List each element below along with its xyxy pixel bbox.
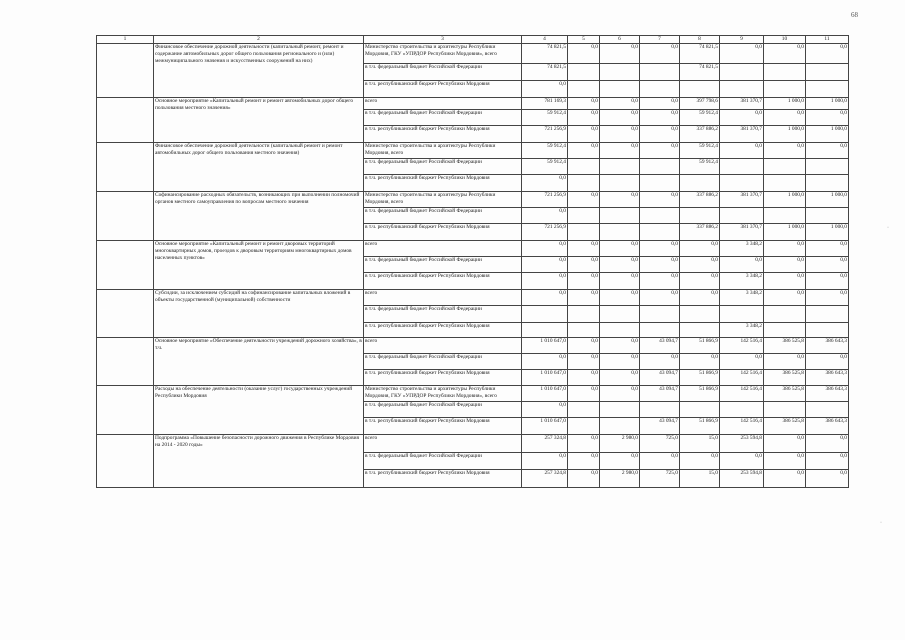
amount-cell — [600, 208, 640, 224]
amount-cell: 0,0 — [640, 143, 680, 159]
amount-cell — [806, 402, 849, 418]
amount-cell: 0,0 — [680, 257, 720, 273]
column-number-10: 10 — [764, 36, 806, 44]
amount-cell: 3 348,2 — [720, 241, 764, 257]
amount-cell: 0,0 — [522, 81, 568, 98]
amount-cell — [568, 81, 600, 98]
amount-cell: 1 010 647,0 — [522, 338, 568, 354]
code-cell — [97, 435, 154, 488]
funding-source-cell: Министерство строительства и архитектуры Республики Мордовия, всего — [364, 192, 522, 208]
amount-cell — [720, 175, 764, 192]
amount-cell: 381 370,7 — [720, 192, 764, 208]
funding-source-cell: Министерство строительства и архитектуры Республики Мордовия, ГКУ «УПРДОР Республики Мордовия», всего — [364, 386, 522, 402]
amount-cell: 0,0 — [806, 290, 849, 306]
amount-cell: 59 912,4 — [680, 143, 720, 159]
amount-cell: 0,0 — [764, 257, 806, 273]
table-row — [97, 44, 849, 64]
amount-cell: 0,0 — [600, 98, 640, 110]
amount-cell: 1 000,0 — [764, 126, 806, 143]
funding-source-cell: в т.ч. федеральный бюджет Российской Федерации — [364, 453, 522, 470]
amount-cell: 59 912,4 — [522, 110, 568, 126]
amount-cell: 386 643,3 — [806, 338, 849, 354]
activity-name-cell: Субсидии, за исключением субсидий на софинансирование капитальных вложений в объекты государственной (муниципальной) собственности — [154, 290, 364, 338]
amount-cell: 0,0 — [806, 110, 849, 126]
amount-cell — [568, 64, 600, 81]
amount-cell: 0,0 — [806, 354, 849, 370]
amount-cell: 0,0 — [720, 453, 764, 470]
amount-cell: 15,0 — [680, 470, 720, 488]
table-row — [97, 435, 849, 453]
amount-cell: 43 094,7 — [640, 338, 680, 354]
amount-cell: 0,0 — [568, 44, 600, 64]
page-number: 68 — [851, 11, 858, 19]
amount-cell: 253 594,8 — [720, 470, 764, 488]
amount-cell: 43 094,7 — [640, 370, 680, 386]
amount-cell: 0,0 — [600, 110, 640, 126]
amount-cell: 74 821,5 — [680, 64, 720, 81]
amount-cell — [600, 224, 640, 241]
column-number-3: 3 — [364, 36, 522, 44]
funding-source-cell: в т.ч. федеральный бюджет Российской Федерации — [364, 354, 522, 370]
amount-cell: 0,0 — [568, 386, 600, 402]
amount-cell: 51 866,9 — [680, 370, 720, 386]
column-number-8: 8 — [680, 36, 720, 44]
amount-cell: 0,0 — [720, 354, 764, 370]
funding-source-cell: в т.ч. федеральный бюджет Российской Федерации — [364, 159, 522, 175]
amount-cell: 59 912,4 — [680, 110, 720, 126]
column-number-9: 9 — [720, 36, 764, 44]
amount-cell: 0,0 — [600, 126, 640, 143]
funding-source-cell: в т.ч. федеральный бюджет Российской Федерации — [364, 306, 522, 323]
table-row — [97, 241, 849, 257]
amount-cell — [568, 306, 600, 323]
amount-cell: 1 000,0 — [806, 192, 849, 208]
amount-cell: 257 324,8 — [522, 470, 568, 488]
amount-cell — [680, 402, 720, 418]
amount-cell: 386 525,8 — [764, 370, 806, 386]
column-number-2: 2 — [154, 36, 364, 44]
amount-cell: 0,0 — [720, 257, 764, 273]
amount-cell: 0,0 — [600, 273, 640, 290]
budget-table — [96, 35, 849, 488]
amount-cell: 0,0 — [806, 273, 849, 290]
amount-cell: 0,0 — [600, 290, 640, 306]
amount-cell: 142 516,4 — [720, 370, 764, 386]
amount-cell: 721 256,9 — [522, 126, 568, 143]
amount-cell — [680, 175, 720, 192]
amount-cell: 0,0 — [600, 453, 640, 470]
amount-cell: 0,0 — [680, 241, 720, 257]
amount-cell: 0,0 — [764, 470, 806, 488]
amount-cell: 386 525,8 — [764, 418, 806, 435]
funding-source-cell: в т.ч. республиканский бюджет Республики Мордовия — [364, 126, 522, 143]
amount-cell: 1 000,0 — [764, 192, 806, 208]
amount-cell: 74 821,5 — [522, 44, 568, 64]
funding-source-cell: в т.ч. федеральный бюджет Российской Федерации — [364, 208, 522, 224]
amount-cell: 0,0 — [806, 435, 849, 453]
amount-cell: 0,0 — [522, 273, 568, 290]
funding-source-cell: Министерство строительства и архитектуры Республики Мордовия, ГКУ «УПРДОР Республики Мордовия», всего — [364, 44, 522, 64]
amount-cell: 0,0 — [568, 110, 600, 126]
amount-cell: 0,0 — [568, 126, 600, 143]
amount-cell: 1 000,0 — [806, 126, 849, 143]
funding-source-cell: в т.ч. федеральный бюджет Российской Федерации — [364, 64, 522, 81]
amount-cell: 3 348,2 — [720, 323, 764, 338]
amount-cell: 74 821,5 — [680, 44, 720, 64]
amount-cell — [568, 418, 600, 435]
activity-name-cell: Софинансирование расходных обязательств, возникающих при выполнении полномочий органов местного самоуправления по вопросам местного значения — [154, 192, 364, 241]
amount-cell: 0,0 — [568, 273, 600, 290]
amount-cell — [806, 323, 849, 338]
amount-cell — [640, 81, 680, 98]
amount-cell: 0,0 — [600, 257, 640, 273]
column-number-6: 6 — [600, 36, 640, 44]
amount-cell: 381 370,7 — [720, 224, 764, 241]
activity-name-cell: Основное мероприятие «Обеспечение деятельности учреждений дорожного хозяйства», в т.ч. — [154, 338, 364, 386]
funding-source-cell: в т.ч. республиканский бюджет Республики Мордовия — [364, 470, 522, 488]
activity-name-cell: Подпрограмма «Повышение безопасности дорожного движения в Республике Мордовия на 2014 - 2020 годы» — [154, 435, 364, 488]
amount-cell: 0,0 — [764, 241, 806, 257]
amount-cell: 59 912,4 — [680, 159, 720, 175]
table-row — [97, 290, 849, 306]
amount-cell: 397 798,6 — [680, 98, 720, 110]
amount-cell: 0,0 — [640, 354, 680, 370]
funding-source-cell: в т.ч. республиканский бюджет Республики Мордовия — [364, 323, 522, 338]
amount-cell: 43 094,7 — [640, 386, 680, 402]
amount-cell: 386 643,3 — [806, 370, 849, 386]
amount-cell — [640, 175, 680, 192]
amount-cell — [764, 81, 806, 98]
amount-cell: 0,0 — [806, 470, 849, 488]
amount-cell — [600, 64, 640, 81]
amount-cell: 0,0 — [640, 126, 680, 143]
amount-cell: 381 370,7 — [720, 98, 764, 110]
funding-source-cell: в т.ч. республиканский бюджет Республики Мордовия — [364, 418, 522, 435]
activity-name-cell: Расходы на обеспечение деятельности (оказание услуг) государственных учреждений Республики Мордовия — [154, 386, 364, 435]
amount-cell — [806, 64, 849, 81]
amount-cell — [764, 64, 806, 81]
funding-source-cell: в т.ч. республиканский бюджет Республики Мордовия — [364, 370, 522, 386]
amount-cell: 0,0 — [764, 354, 806, 370]
amount-cell — [600, 81, 640, 98]
funding-source-cell: в т.ч. федеральный бюджет Российской Федерации — [364, 257, 522, 273]
amount-cell: 337 886,2 — [680, 224, 720, 241]
amount-cell: 0,0 — [568, 435, 600, 453]
amount-cell: 337 886,2 — [680, 192, 720, 208]
amount-cell: 0,0 — [640, 453, 680, 470]
amount-cell — [568, 175, 600, 192]
amount-cell — [720, 81, 764, 98]
amount-cell: 0,0 — [522, 402, 568, 418]
amount-cell: 59 912,4 — [522, 159, 568, 175]
amount-cell: 0,0 — [680, 273, 720, 290]
amount-cell: 1 000,0 — [806, 224, 849, 241]
amount-cell: 0,0 — [640, 110, 680, 126]
amount-cell: 0,0 — [600, 354, 640, 370]
amount-cell: 0,0 — [568, 290, 600, 306]
code-cell — [97, 44, 154, 98]
amount-cell: 0,0 — [522, 175, 568, 192]
amount-cell — [568, 323, 600, 338]
amount-cell: 721 256,9 — [522, 224, 568, 241]
amount-cell — [764, 208, 806, 224]
amount-cell — [806, 208, 849, 224]
amount-cell — [806, 306, 849, 323]
amount-cell: 0,0 — [720, 44, 764, 64]
amount-cell: 3 348,2 — [720, 273, 764, 290]
column-number-row — [97, 36, 849, 44]
amount-cell — [680, 81, 720, 98]
amount-cell: 0,0 — [568, 370, 600, 386]
amount-cell: 0,0 — [522, 453, 568, 470]
funding-source-cell: всего — [364, 241, 522, 257]
amount-cell: 43 094,7 — [640, 418, 680, 435]
table-body — [97, 44, 849, 488]
amount-cell — [720, 306, 764, 323]
funding-source-cell: всего — [364, 290, 522, 306]
amount-cell: 0,0 — [764, 44, 806, 64]
amount-cell — [568, 159, 600, 175]
margin-mark: · — [880, 520, 882, 526]
amount-cell — [764, 159, 806, 175]
amount-cell: 0,0 — [640, 98, 680, 110]
amount-cell: 0,0 — [522, 257, 568, 273]
amount-cell: 0,0 — [568, 453, 600, 470]
amount-cell: 386 525,8 — [764, 338, 806, 354]
funding-source-cell: в т.ч. республиканский бюджет Республики Мордовия — [364, 81, 522, 98]
amount-cell: 2 980,0 — [600, 470, 640, 488]
amount-cell — [640, 64, 680, 81]
amount-cell: 0,0 — [764, 453, 806, 470]
table-row — [97, 192, 849, 208]
amount-cell: 142 516,4 — [720, 386, 764, 402]
amount-cell — [806, 175, 849, 192]
code-cell — [97, 192, 154, 241]
activity-name-cell: Финансовое обеспечение дорожной деятельности (капитальный ремонт и ремонт автомобильных дорог общего пользования местного значения) — [154, 143, 364, 192]
margin-mark: · — [887, 225, 889, 231]
amount-cell: 0,0 — [764, 435, 806, 453]
amount-cell: 142 516,4 — [720, 418, 764, 435]
activity-name-cell: Основное мероприятие «Капитальный ремонт и ремонт дворовых территорий многоквартирных домов, проездов к дворовым территориям многоквартирных домов населенных пунктов» — [154, 241, 364, 290]
amount-cell — [522, 306, 568, 323]
amount-cell — [764, 402, 806, 418]
amount-cell: 0,0 — [522, 290, 568, 306]
amount-cell: 0,0 — [640, 290, 680, 306]
column-number-7: 7 — [640, 36, 680, 44]
amount-cell — [522, 323, 568, 338]
amount-cell: 59 912,4 — [522, 143, 568, 159]
amount-cell: 725,0 — [640, 470, 680, 488]
table-row — [97, 98, 849, 110]
column-number-5: 5 — [568, 36, 600, 44]
amount-cell: 0,0 — [764, 143, 806, 159]
funding-source-cell: в т.ч. федеральный бюджет Российской Федерации — [364, 110, 522, 126]
amount-cell: 0,0 — [806, 241, 849, 257]
amount-cell: 3 348,2 — [720, 290, 764, 306]
amount-cell: 0,0 — [600, 143, 640, 159]
amount-cell — [640, 306, 680, 323]
code-cell — [97, 143, 154, 192]
amount-cell: 257 324,8 — [522, 435, 568, 453]
amount-cell — [806, 159, 849, 175]
amount-cell — [764, 306, 806, 323]
amount-cell: 0,0 — [568, 257, 600, 273]
column-number-1: 1 — [97, 36, 154, 44]
amount-cell: 51 866,9 — [680, 338, 720, 354]
amount-cell — [720, 159, 764, 175]
amount-cell: 0,0 — [764, 290, 806, 306]
amount-cell — [806, 81, 849, 98]
amount-cell — [600, 159, 640, 175]
funding-source-cell: в т.ч. республиканский бюджет Республики Мордовия — [364, 273, 522, 290]
amount-cell: 1 000,0 — [764, 98, 806, 110]
amount-cell: 337 886,2 — [680, 126, 720, 143]
column-number-4: 4 — [522, 36, 568, 44]
amount-cell — [600, 418, 640, 435]
amount-cell: 253 594,8 — [720, 435, 764, 453]
amount-cell: 0,0 — [568, 98, 600, 110]
amount-cell — [680, 306, 720, 323]
code-cell — [97, 98, 154, 143]
amount-cell — [680, 208, 720, 224]
amount-cell: 381 370,7 — [720, 126, 764, 143]
amount-cell: 74 821,5 — [522, 64, 568, 81]
code-cell — [97, 241, 154, 290]
amount-cell — [640, 323, 680, 338]
amount-cell — [720, 402, 764, 418]
column-number-11: 11 — [806, 36, 849, 44]
amount-cell — [680, 323, 720, 338]
amount-cell: 0,0 — [720, 143, 764, 159]
amount-cell: 386 643,3 — [806, 418, 849, 435]
amount-cell: 0,0 — [680, 453, 720, 470]
amount-cell: 0,0 — [568, 143, 600, 159]
amount-cell — [640, 224, 680, 241]
amount-cell: 721 256,9 — [522, 192, 568, 208]
amount-cell: 0,0 — [640, 257, 680, 273]
amount-cell: 781 169,3 — [522, 98, 568, 110]
code-cell — [97, 338, 154, 386]
amount-cell: 0,0 — [806, 257, 849, 273]
amount-cell: 0,0 — [568, 241, 600, 257]
amount-cell — [568, 402, 600, 418]
amount-cell: 51 866,9 — [680, 386, 720, 402]
amount-cell: 0,0 — [720, 110, 764, 126]
amount-cell: 0,0 — [640, 273, 680, 290]
funding-source-cell: всего — [364, 98, 522, 110]
table-row — [97, 338, 849, 354]
amount-cell: 386 643,3 — [806, 386, 849, 402]
amount-cell — [600, 175, 640, 192]
amount-cell: 0,0 — [640, 44, 680, 64]
amount-cell: 0,0 — [764, 273, 806, 290]
amount-cell: 725,0 — [640, 435, 680, 453]
amount-cell: 0,0 — [568, 338, 600, 354]
table-row — [97, 386, 849, 402]
amount-cell — [600, 402, 640, 418]
amount-cell: 51 866,9 — [680, 418, 720, 435]
amount-cell — [600, 323, 640, 338]
amount-cell: 142 516,4 — [720, 338, 764, 354]
funding-source-cell: всего — [364, 435, 522, 453]
amount-cell — [640, 159, 680, 175]
amount-cell: 0,0 — [600, 370, 640, 386]
funding-source-cell: всего — [364, 338, 522, 354]
amount-cell: 0,0 — [600, 338, 640, 354]
amount-cell: 0,0 — [522, 241, 568, 257]
amount-cell: 0,0 — [522, 208, 568, 224]
code-cell — [97, 290, 154, 338]
funding-source-cell: в т.ч. республиканский бюджет Республики Мордовия — [364, 175, 522, 192]
code-cell — [97, 386, 154, 435]
amount-cell: 1 010 647,0 — [522, 386, 568, 402]
amount-cell: 0,0 — [568, 192, 600, 208]
amount-cell: 0,0 — [680, 290, 720, 306]
amount-cell: 0,0 — [600, 44, 640, 64]
amount-cell: 0,0 — [640, 241, 680, 257]
amount-cell: 0,0 — [568, 354, 600, 370]
amount-cell: 0,0 — [568, 470, 600, 488]
activity-name-cell: Финансовое обеспечение дорожной деятельности (капитальный ремонт, ремонт и содержание автомобильных дорог общего пользования регионального и (или) межмуниципального значения и искусственных сооружений на них) — [154, 44, 364, 98]
amount-cell: 0,0 — [522, 354, 568, 370]
amount-cell: 0,0 — [806, 143, 849, 159]
amount-cell: 386 525,8 — [764, 386, 806, 402]
amount-cell: 0,0 — [640, 192, 680, 208]
amount-cell: 0,0 — [600, 386, 640, 402]
amount-cell — [764, 175, 806, 192]
amount-cell: 0,0 — [806, 44, 849, 64]
amount-cell: 0,0 — [764, 110, 806, 126]
amount-cell: 0,0 — [600, 192, 640, 208]
amount-cell — [568, 224, 600, 241]
amount-cell: 0,0 — [680, 354, 720, 370]
amount-cell: 0,0 — [600, 241, 640, 257]
activity-name-cell: Основное мероприятие «Капитальный ремонт и ремонт автомобильных дорог общего пользования местного значения» — [154, 98, 364, 143]
amount-cell: 15,0 — [680, 435, 720, 453]
amount-cell: 2 980,0 — [600, 435, 640, 453]
amount-cell — [568, 208, 600, 224]
amount-cell: 0,0 — [806, 453, 849, 470]
amount-cell — [764, 323, 806, 338]
amount-cell — [640, 402, 680, 418]
table-row — [97, 143, 849, 159]
amount-cell — [720, 208, 764, 224]
amount-cell: 1 010 647,0 — [522, 370, 568, 386]
amount-cell — [720, 64, 764, 81]
amount-cell: 1 010 647,0 — [522, 418, 568, 435]
funding-source-cell: в т.ч. федеральный бюджет Российской Федерации — [364, 402, 522, 418]
funding-source-cell: в т.ч. республиканский бюджет Республики Мордовия — [364, 224, 522, 241]
amount-cell — [600, 306, 640, 323]
amount-cell — [640, 208, 680, 224]
funding-source-cell: Министерство строительства и архитектуры Республики Мордовия, всего — [364, 143, 522, 159]
amount-cell: 1 000,0 — [764, 224, 806, 241]
amount-cell: 1 000,0 — [806, 98, 849, 110]
